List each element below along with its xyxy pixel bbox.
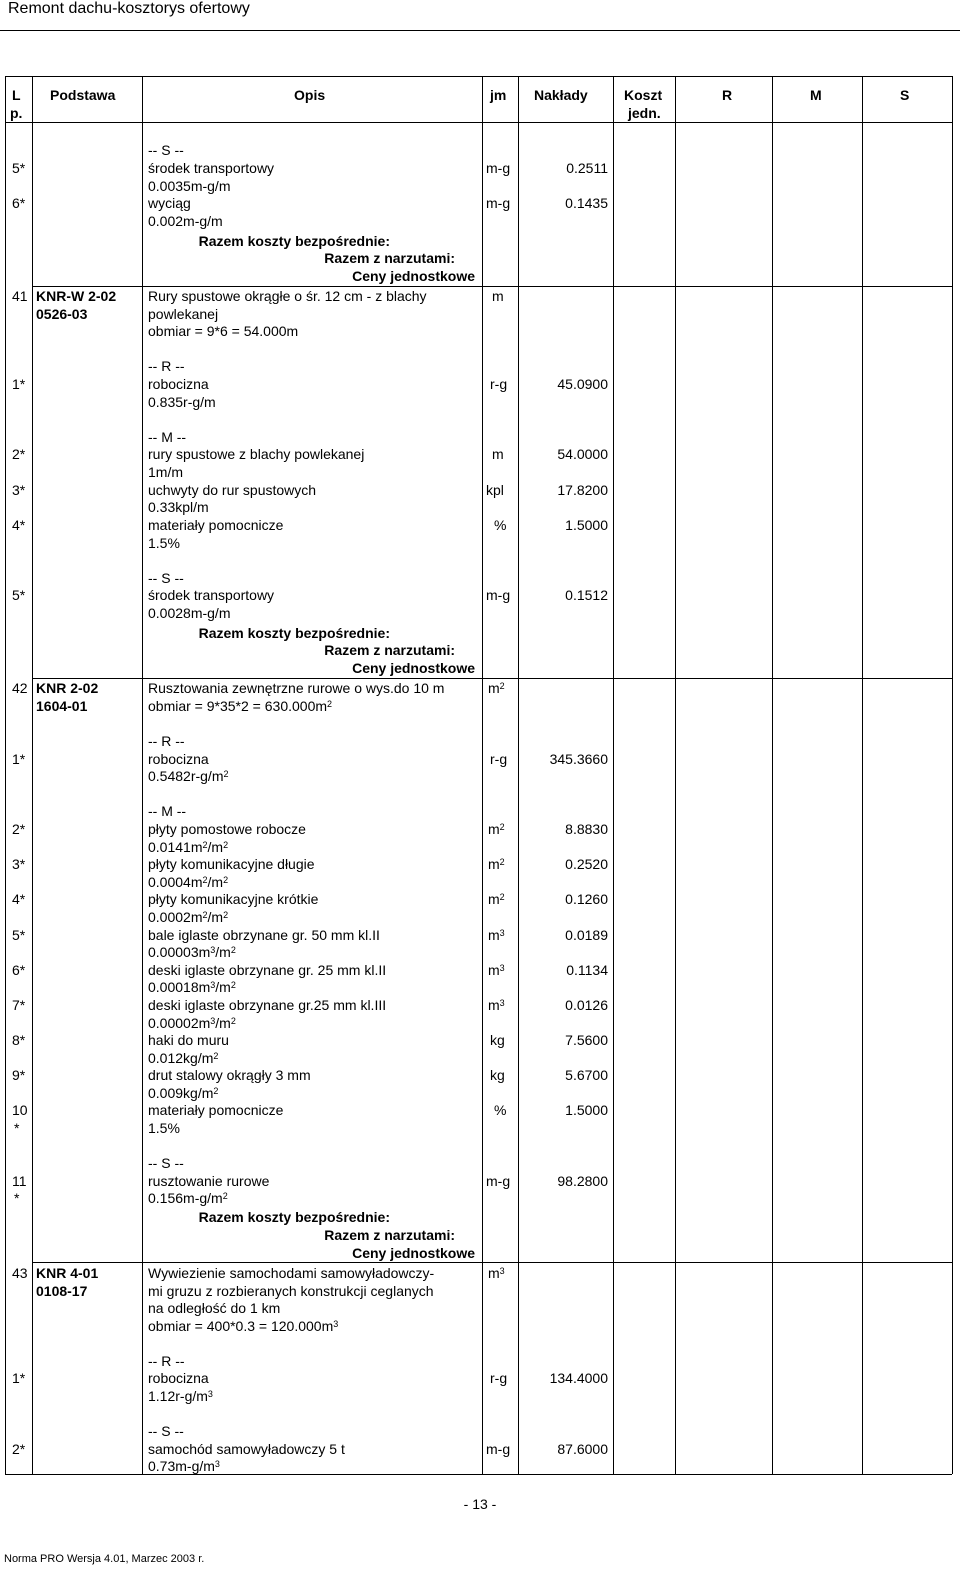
norm-text-b: /m [215,944,231,960]
item-naklady: 1.5000 [565,517,608,533]
superscript: 2 [499,822,505,832]
item-naklady: 8.8830 [565,821,608,837]
col-header-lp-2: p. [10,105,23,121]
position-lp: 42 [12,680,28,696]
col-border [5,76,6,1474]
col-border [613,76,614,1474]
item-norm [148,1189,228,1207]
item-lp: 2* [12,446,26,462]
item-lp: 4* [12,891,26,907]
position-opis: Wywiezienie samochodami samowyładowczy- [148,1265,435,1281]
superscript: 2 [499,892,505,902]
superscript: 2 [213,1086,219,1096]
jm-text: m [488,997,500,1013]
item-lp: 1* [12,751,26,767]
superscript: 3 [499,928,505,938]
superscript: 2 [499,681,505,691]
item-jm: r-g [490,751,508,767]
position-podstawa: KNR 4-01 [36,1265,99,1281]
section-header-s: -- S -- [148,570,184,586]
item-norm [148,1387,213,1405]
item-lp: 5* [12,587,26,603]
item-naklady: 1.5000 [565,1102,608,1118]
jm-text: m [488,962,500,978]
position-opis-2: mi gruzu z rozbieranych konstrukcji ceglanych [148,1283,434,1299]
position-opis-2: powlekanej [148,306,219,322]
position-podstawa: KNR-W 2-02 [36,288,117,304]
section-header-s: -- S -- [148,1423,184,1439]
item-opis: haki do muru [148,1032,229,1048]
item-lp: 11 [12,1173,27,1189]
col-header-podstawa: Podstawa [50,87,116,103]
header-bottom-border [5,122,952,123]
superscript: 2 [223,840,229,850]
software-note: Norma PRO Wersja 4.01, Marzec 2003 r. [4,1553,205,1565]
position-podstawa: KNR 2-02 [36,680,99,696]
unit-prices: Ceny jednostkowe [352,660,475,676]
item-naklady: 345.3660 [549,751,608,767]
item-opis: deski iglaste obrzynane gr. 25 mm kl.II [148,962,387,978]
obmiar-text: obmiar = 400*0.3 = 120.000m [148,1318,334,1334]
item-lp: 2* [12,1441,26,1457]
item-jm [488,926,505,944]
item-norm [148,1049,218,1067]
item-jm: m [492,446,504,462]
item-opis: środek transportowy [148,587,275,603]
position-obmiar: obmiar = 9*6 = 54.000m [148,323,299,339]
item-lp: 7* [12,997,26,1013]
item-opis: bale iglaste obrzynane gr. 50 mm kl.II [148,927,380,943]
col-border [772,76,773,1474]
superscript: 2 [222,1191,228,1201]
item-opis: robocizna [148,751,209,767]
item-opis: płyty komunikacyjne długie [148,856,315,872]
position-opis: Rury spustowe okrągłe o śr. 12 cm - z blachy [148,288,427,304]
item-lp: 1* [12,376,26,392]
obmiar-text: obmiar = 9*35*2 = 630.000m [148,698,328,714]
superscript: 2 [223,910,229,920]
item-jm: % [494,517,507,533]
unit-prices: Ceny jednostkowe [352,1245,475,1261]
norm-text-b: /m [207,839,224,855]
item-jm: kg [490,1067,505,1083]
superscript: 3 [333,1319,339,1329]
item-norm [148,1014,236,1032]
document-title: Remont dachu-kosztorys ofertowy [8,0,250,17]
item-jm: kpl [486,482,504,498]
item-naklady: 0.0189 [565,927,608,943]
norm-text: 0.156m-g/m [148,1190,223,1206]
jm-text: m [488,821,500,837]
item-jm [488,855,505,873]
superscript: 2 [230,1016,236,1026]
norm-text: 0.5482r-g/m [148,768,224,784]
item-norm: 0.0035m-g/m [148,178,231,194]
item-norm: 1m/m [148,464,183,480]
section-header-s: -- S -- [148,1155,184,1171]
item-norm: 1.5% [148,535,180,551]
item-norm: 0.835r-g/m [148,394,216,410]
norm-text: 0.00003m [148,944,211,960]
item-naklady: 45.0900 [557,376,608,392]
item-jm: kg [490,1032,505,1048]
position-jm [488,679,505,697]
superscript: 2 [499,857,505,867]
item-jm: r-g [490,376,508,392]
norm-text-b: /m [207,874,224,890]
item-lp: 3* [12,856,26,872]
norm-text: 0.0002m [148,909,203,925]
item-opis: wyciąg [148,195,191,211]
position-opis: Rusztowania zewnętrzne rurowe o wys.do 10 m [148,680,445,696]
item-opis: materiały pomocnicze [148,517,284,533]
norm-text: 0.009kg/m [148,1085,214,1101]
position-jm [488,1264,505,1282]
section-header-r: -- R -- [148,733,185,749]
item-opis: deski iglaste obrzynane gr.25 mm kl.III [148,997,387,1013]
superscript: 2 [230,945,236,955]
jm-text: m [488,891,500,907]
col-header-lp: L [12,87,21,103]
col-border [32,76,33,1474]
superscript: 3 [499,1266,505,1276]
sum-with-overheads: Razem z narzutami: [324,642,455,658]
item-opis: środek transportowy [148,160,275,176]
item-lp: 3* [12,482,26,498]
position-obmiar [148,697,332,715]
unit-prices: Ceny jednostkowe [352,268,475,284]
item-jm: m-g [486,1173,511,1189]
position-podstawa-2: 1604-01 [36,698,88,714]
item-naklady: 0.1260 [565,891,608,907]
superscript: 2 [213,1051,219,1061]
item-jm: m-g [486,587,511,603]
page-number: - 13 - [463,1496,497,1512]
item-norm [148,1457,220,1475]
norm-text-b: /m [215,979,231,995]
item-naklady: 7.5600 [565,1032,608,1048]
col-header-naklady: Nakłady [534,87,588,103]
jm-text: m [488,680,500,696]
section-header-r: -- R -- [148,1353,185,1369]
position-podstawa-2: 0108-17 [36,1283,88,1299]
item-norm: 1.5% [148,1120,180,1136]
item-opis: płyty pomostowe robocze [148,821,306,837]
item-opis: płyty komunikacyjne krótkie [148,891,319,907]
superscript: 2 [223,875,229,885]
jm-text: m [488,1265,500,1281]
item-naklady: 134.4000 [549,1370,608,1386]
norm-text: 0.012kg/m [148,1050,214,1066]
superscript: 3 [214,1459,220,1469]
item-lp-2: * [14,1190,20,1206]
item-lp: 5* [12,160,26,176]
superscript: 2 [202,840,208,850]
item-jm: m-g [486,160,511,176]
norm-text: 0.0141m [148,839,203,855]
item-naklady: 5.6700 [565,1067,608,1083]
sum-direct-costs: Razem koszty bezpośrednie: [198,233,390,249]
item-naklady: 0.2520 [565,856,608,872]
item-naklady: 98.2800 [557,1173,608,1189]
superscript: 3 [210,1016,216,1026]
item-norm [148,873,228,891]
item-naklady: 54.0000 [557,446,608,462]
item-lp: 8* [12,1032,26,1048]
header-divider [0,30,960,31]
col-border [952,76,953,1474]
item-jm [488,996,505,1014]
item-jm: m-g [486,1441,511,1457]
item-opis: rusztowanie rurowe [148,1173,270,1189]
item-opis: robocizna [148,376,209,392]
superscript: 2 [202,875,208,885]
norm-text: 0.00002m [148,1015,211,1031]
col-header-opis: Opis [294,87,326,103]
item-norm: 0.33kpl/m [148,499,209,515]
superscript: 2 [202,910,208,920]
norm-text: 0.00018m [148,979,211,995]
item-naklady: 0.2511 [566,160,608,176]
item-lp: 6* [12,195,26,211]
table-top-border [5,76,952,77]
sum-with-overheads: Razem z narzutami: [324,250,455,266]
section-header-m: -- M -- [148,803,187,819]
col-header-s: S [900,87,910,103]
row-separator [32,1262,952,1263]
col-header-m: M [810,87,822,103]
sum-with-overheads: Razem z narzutami: [324,1227,455,1243]
item-opis: materiały pomocnicze [148,1102,284,1118]
superscript: 2 [223,769,229,779]
item-lp: 4* [12,517,26,533]
col-header-r: R [722,87,733,103]
section-header-m: -- M -- [148,429,187,445]
item-norm [148,1084,218,1102]
superscript: 3 [499,963,505,973]
col-border [482,76,483,1474]
item-naklady: 87.6000 [557,1441,608,1457]
jm-text: m [488,856,500,872]
item-lp: 6* [12,962,26,978]
item-norm [148,767,229,785]
item-naklady: 0.1435 [565,195,608,211]
item-lp: 2* [12,821,26,837]
norm-text: 1.12r-g/m [148,1388,208,1404]
item-lp: 1* [12,1370,26,1386]
superscript: 3 [207,1389,213,1399]
col-header-koszt: Koszt [624,87,663,103]
item-naklady: 0.1134 [566,962,608,978]
item-opis: robocizna [148,1370,209,1386]
item-opis: samochód samowyładowczy 5 t [148,1441,345,1457]
sum-direct-costs: Razem koszty bezpośrednie: [198,1209,390,1225]
item-lp: 5* [12,927,26,943]
superscript: 3 [210,945,216,955]
norm-text: 0.0004m [148,874,203,890]
superscript: 2 [230,980,236,990]
col-header-koszt-2: jedn. [628,105,661,121]
col-border [518,76,519,1474]
item-opis: drut stalowy okrągły 3 mm [148,1067,311,1083]
item-norm [148,943,236,961]
item-naklady: 17.8200 [557,482,608,498]
col-header-jm: jm [490,87,507,103]
norm-text-b: /m [207,909,224,925]
item-lp-2: * [14,1120,20,1136]
item-jm [488,961,505,979]
item-norm [148,838,228,856]
item-norm: 0.0028m-g/m [148,605,231,621]
item-opis: uchwyty do rur spustowych [148,482,317,498]
position-podstawa-2: 0526-03 [36,306,88,322]
item-opis: rury spustowe z blachy powlekanej [148,446,365,462]
norm-text: 0.73m-g/m [148,1458,215,1474]
item-lp: 9* [12,1067,26,1083]
section-header-s: -- S -- [148,142,184,158]
section-header-r: -- R -- [148,358,185,374]
sum-direct-costs: Razem koszty bezpośrednie: [198,625,390,641]
item-jm [488,820,505,838]
position-obmiar [148,1317,338,1335]
item-jm: m-g [486,195,511,211]
item-jm [488,890,505,908]
position-opis-3: na odległość do 1 km [148,1300,281,1316]
item-norm [148,908,228,926]
position-lp: 43 [12,1265,28,1281]
item-jm: % [494,1102,507,1118]
position-lp: 41 [12,288,28,304]
jm-text: m [488,927,500,943]
col-border [862,76,863,1474]
position-jm: m [492,288,504,304]
superscript: 3 [210,980,216,990]
item-norm: 0.002m-g/m [148,213,223,229]
col-border [675,76,676,1474]
superscript: 3 [499,998,505,1008]
col-border [142,76,143,1474]
item-naklady: 0.1512 [565,587,608,603]
item-norm [148,978,236,996]
superscript: 2 [327,699,333,709]
norm-text-b: /m [215,1015,231,1031]
item-naklady: 0.0126 [565,997,608,1013]
item-jm: r-g [490,1370,508,1386]
item-lp: 10 [12,1102,28,1118]
